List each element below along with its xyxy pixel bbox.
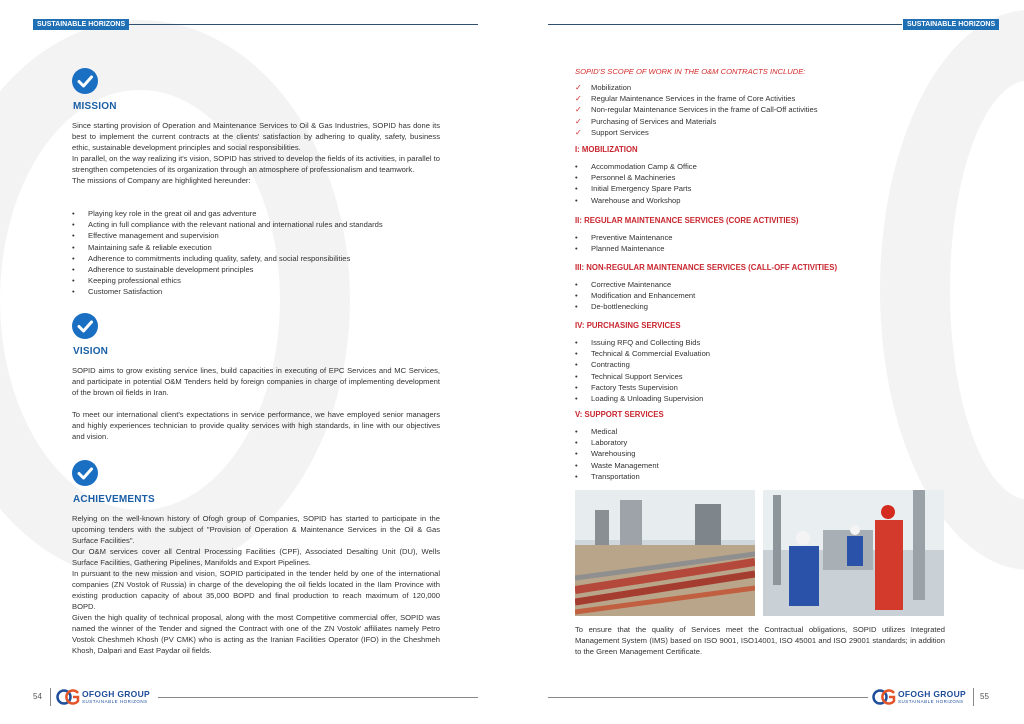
purchasing-list [573,337,710,404]
regular-list [573,232,672,254]
vision-title: VISION [73,346,109,357]
scope-item: ✓ Purchasing of Services and Materials [573,116,818,127]
header-tag-right: SUSTAINABLE HORIZONS [903,19,999,30]
achievements-text [72,513,440,656]
list-item: • Technical & Commercial Evaluation [573,348,710,359]
vision-paragraph: To meet our international client's expectations in service performance, we have employed senior managers and highly experiences technician to provide quality services with high standards, in line with our objectives and vision. [72,410,440,441]
list-item: • Factory Tests Supervision [573,382,710,393]
non-regular-list [573,279,695,313]
vision-paragraph: SOPID aims to grow existing service lines, build capacities in executing of EPC Services and MC Services, and participate in potential O&M Tenders held by foreign companies in charge of implementing development of the brown oil fields in Iran. [72,366,440,397]
list-item: • Effective management and supervision [70,230,383,241]
list-item: • De-bottlenecking [573,301,695,312]
background-ring-right [880,10,1024,570]
list-item: • Modification and Enhancement [573,290,695,301]
page-number-left: 54 [33,692,42,701]
mission-paragraph: Since starting provision of Operation and Maintenance Services to Oil & Gas Industries, SOPID has done its best to implement the current contracts at the clients' satisfaction by adhering to quality, safety, business ethic, sustainable development principles and social responsibilities. [72,121,440,152]
check-circle-icon [72,68,98,94]
section-heading-regular: II: REGULAR MAINTENANCE SERVICES (CORE ACTIVITIES) [575,216,799,225]
logo-name: OFOGH GROUP [898,689,966,699]
section-heading-support: V: SUPPORT SERVICES [575,410,664,419]
mission-text [72,120,440,186]
scope-item: ✓ Support Services [573,127,818,138]
header-tag-left: SUSTAINABLE HORIZONS [33,19,129,30]
achievements-paragraph: Relying on the well-known history of Ofogh group of Companies, SOPID has started to participate in the upcoming tenders with the subject of "Provision of Operation & Maintenance Services in the Oil & Gas Surface Facilities". [72,514,440,545]
check-circle-icon [72,460,98,486]
achievements-paragraph: In pursuant to the new mission and vision, SOPID participated in the tender held by one of the international companies (ZN Vostok of Russia) in charge of the developing the oil fields located in the Ilam Province with existing production capacity of about 35,000 BOPD and final production to reach maximum of 120,000 BOPD. [72,569,440,611]
list-item: • Personnel & Machineries [573,172,697,183]
list-item: • Accommodation Camp & Office [573,161,697,172]
closing-text: To ensure that the quality of Services meet the Contractual obligations, SOPID utilizes Integrated Management System (IMS) based on ISO 9001, ISO14001, ISO 45001 and ISO 29001 standards; in addition to the Green Management Certificate. [575,625,945,656]
ofogh-logo-left [56,688,156,708]
list-item: • Corrective Maintenance [573,279,695,290]
section-heading-mobilization: I: MOBILIZATION [575,145,638,154]
mission-paragraph: The missions of Company are highlighted hereunder: [72,176,251,185]
achievements-paragraph: Our O&M services cover all Central Processing Facilities (CPF), Associated Desalting Unit (DU), Wells Surface Facilities, Gathering Pipelines, Manifolds and Export Pipelines. [72,547,440,567]
logo-name: OFOGH GROUP [82,689,150,699]
check-circle-icon [72,313,98,339]
footer-separator-left [50,688,51,706]
scope-list [573,82,818,138]
ofogh-logo-icon [56,688,80,706]
list-item: • Keeping professional ethics [70,275,383,286]
header-rule-right [548,24,902,25]
list-item: • Warehousing [573,448,659,459]
footer-rule-left [158,697,478,698]
support-list [573,426,659,482]
list-item: • Loading & Unloading Supervision [573,393,710,404]
list-item: • Preventive Maintenance [573,232,672,243]
section-heading-non-regular: III: NON-REGULAR MAINTENANCE SERVICES (CALL-OFF ACTIVITIES) [575,263,838,272]
list-item: • Waste Management [573,460,659,471]
list-item: • Laboratory [573,437,659,448]
page-number-right: 55 [980,692,989,701]
mission-paragraph: In parallel, on the way realizing it's vision, SOPID has strived to develop the fields of its activities, in parallel to strengthen competencies of its organization through an atmosphere of professionalism and teamwork. [72,154,440,174]
list-item: • Planned Maintenance [573,243,672,254]
scope-item: ✓ Mobilization [573,82,818,93]
pipeline-photo [575,490,755,616]
list-item: • Customer Satisfaction [70,286,383,297]
achievements-title: ACHIEVEMENTS [73,494,155,505]
header-rule-left [120,24,478,25]
list-item: • Issuing RFQ and Collecting Bids [573,337,710,348]
logo-tagline: SUSTAINABLE HORIZONS [82,699,148,704]
list-item: • Adherence to sustainable development principles [70,264,383,275]
achievements-paragraph: Given the high quality of technical proposal, along with the most Competitive commercial offer, SOPID was named the winner of the Tender and signed the Contract with one of the ZN Vostok' affiliates namely Petro Vostok Cheshmeh Khosh (PV CMK) who is acting as the Iranian Facilities Operator (IFO) in the Cheshmeh Khosh, Dalpari and East Paydar oil fields. [72,613,440,655]
list-item: • Warehouse and Workshop [573,195,697,206]
list-item: • Technical Support Services [573,371,710,382]
footer-rule-right [548,697,868,698]
logo-tagline: SUSTAINABLE HORIZONS [898,699,964,704]
list-item: • Contracting [573,359,710,370]
background-ring-left [0,20,350,580]
workers-photo [763,490,944,616]
scope-title: SOPID'S SCOPE OF WORK IN THE O&M CONTRACTS INCLUDE: [575,67,806,76]
list-item: • Medical [573,426,659,437]
ofogh-logo-icon [872,688,896,706]
section-heading-purchasing: IV: PURCHASING SERVICES [575,321,681,330]
list-item: • Initial Emergency Spare Parts [573,183,697,194]
scope-item: ✓ Non-regular Maintenance Services in the frame of Call-Off activities [573,104,818,115]
list-item: • Acting in full compliance with the relevant national and international rules and standards [70,219,383,230]
list-item: • Transportation [573,471,659,482]
ofogh-logo-right [872,688,972,708]
list-item: • Adherence to commitments including quality, safety, and social responsibilities [70,253,383,264]
footer-separator-right [973,688,974,706]
mission-title: MISSION [73,101,117,112]
mobilization-list [573,161,697,206]
vision-text [72,365,440,442]
list-item: • Playing key role in the great oil and gas adventure [70,208,383,219]
scope-item: ✓ Regular Maintenance Services in the frame of Core Activities [573,93,818,104]
list-item: • Maintaining safe & reliable execution [70,242,383,253]
mission-list [70,208,383,298]
